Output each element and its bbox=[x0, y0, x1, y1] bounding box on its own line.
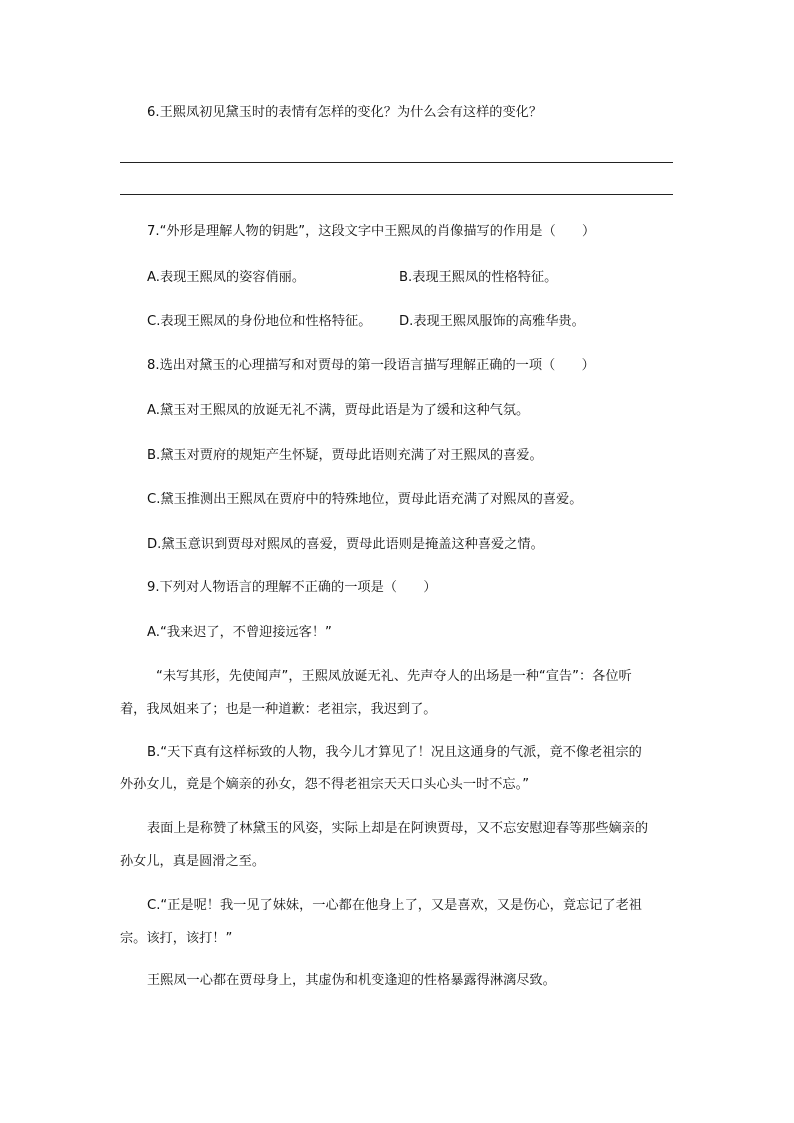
answer-line-1[interactable] bbox=[120, 162, 673, 163]
q8-option-b[interactable]: B.黛玉对贾府的规矩产生怀疑，贾母此语则充满了对王熙凤的喜爱。 bbox=[147, 448, 543, 463]
q7-option-c[interactable]: C.表现王熙凤的身份地位和性格特征。 bbox=[147, 314, 372, 329]
q9-option-c-analysis: 王熙凤一心都在贾母身上，其虚伪和机变逢迎的性格暴露得淋漓尽致。 bbox=[147, 973, 556, 988]
q8-option-c[interactable]: C.黛玉推测出王熙凤在贾府中的特殊地位，贾母此语充满了对熙凤的喜爱。 bbox=[147, 492, 583, 507]
question-7: 7.“外形是理解人物的钥匙”，这段文字中王熙凤的肖像描写的作用是（ ） bbox=[147, 224, 596, 239]
q8-option-a[interactable]: A.黛玉对王熙凤的放诞无礼不满，贾母此语是为了缓和这种气氛。 bbox=[147, 403, 530, 418]
question-9: 9.下列对人物语言的理解不正确的一项是（ ） bbox=[147, 580, 437, 595]
q7-option-d[interactable]: D.表现王熙凤服饰的高雅华贵。 bbox=[399, 314, 585, 329]
q9-option-c-quote-cont: 宗。该打，该打！” bbox=[120, 931, 233, 946]
question-6: 6.王熙凤初见黛玉时的表情有怎样的变化？为什么会有这样的变化？ bbox=[147, 105, 543, 120]
q9-option-b-analysis: 表面上是称赞了林黛玉的风姿，实际上却是在阿谀贾母，又不忘安慰迎春等那些嫡亲的 bbox=[147, 821, 649, 836]
q9-option-b-analysis-cont: 孙女儿，真是圆滑之至。 bbox=[120, 854, 266, 869]
q9-option-a-analysis-cont: 着，我凤姐来了；也是一种道歉：老祖宗，我迟到了。 bbox=[120, 702, 437, 717]
q9-option-c-quote[interactable]: C.“正是呢！我一见了妹妹，一心都在他身上了，又是喜欢，又是伤心，竟忘记了老祖 bbox=[147, 898, 642, 913]
q9-option-a-quote[interactable]: A.“我来迟了，不曾迎接远客！” bbox=[147, 625, 332, 640]
q9-option-b-quote[interactable]: B.“天下真有这样标致的人物，我今儿才算见了！况且这通身的气派，竟不像老祖宗的 bbox=[147, 745, 642, 760]
q9-option-a-analysis: “未写其形，先使闻声”，王熙凤放诞无礼、先声夺人的出场是一种“宣告”：各位听 bbox=[156, 669, 632, 684]
q7-option-a[interactable]: A.表现王熙凤的姿容俏丽。 bbox=[147, 270, 306, 285]
q9-option-b-quote-cont: 外孙女儿，竟是个嫡亲的孙女，怨不得老祖宗天天口头心头一时不忘。” bbox=[120, 777, 530, 792]
answer-line-2[interactable] bbox=[120, 194, 673, 195]
question-8: 8.选出对黛玉的心理描写和对贾母的第一段语言描写理解正确的一项（ ） bbox=[147, 358, 595, 373]
q7-option-b[interactable]: B.表现王熙凤的性格特征。 bbox=[399, 270, 558, 285]
q8-option-d[interactable]: D.黛玉意识到贾母对熙凤的喜爱，贾母此语则是掩盖这种喜爱之情。 bbox=[147, 537, 544, 552]
